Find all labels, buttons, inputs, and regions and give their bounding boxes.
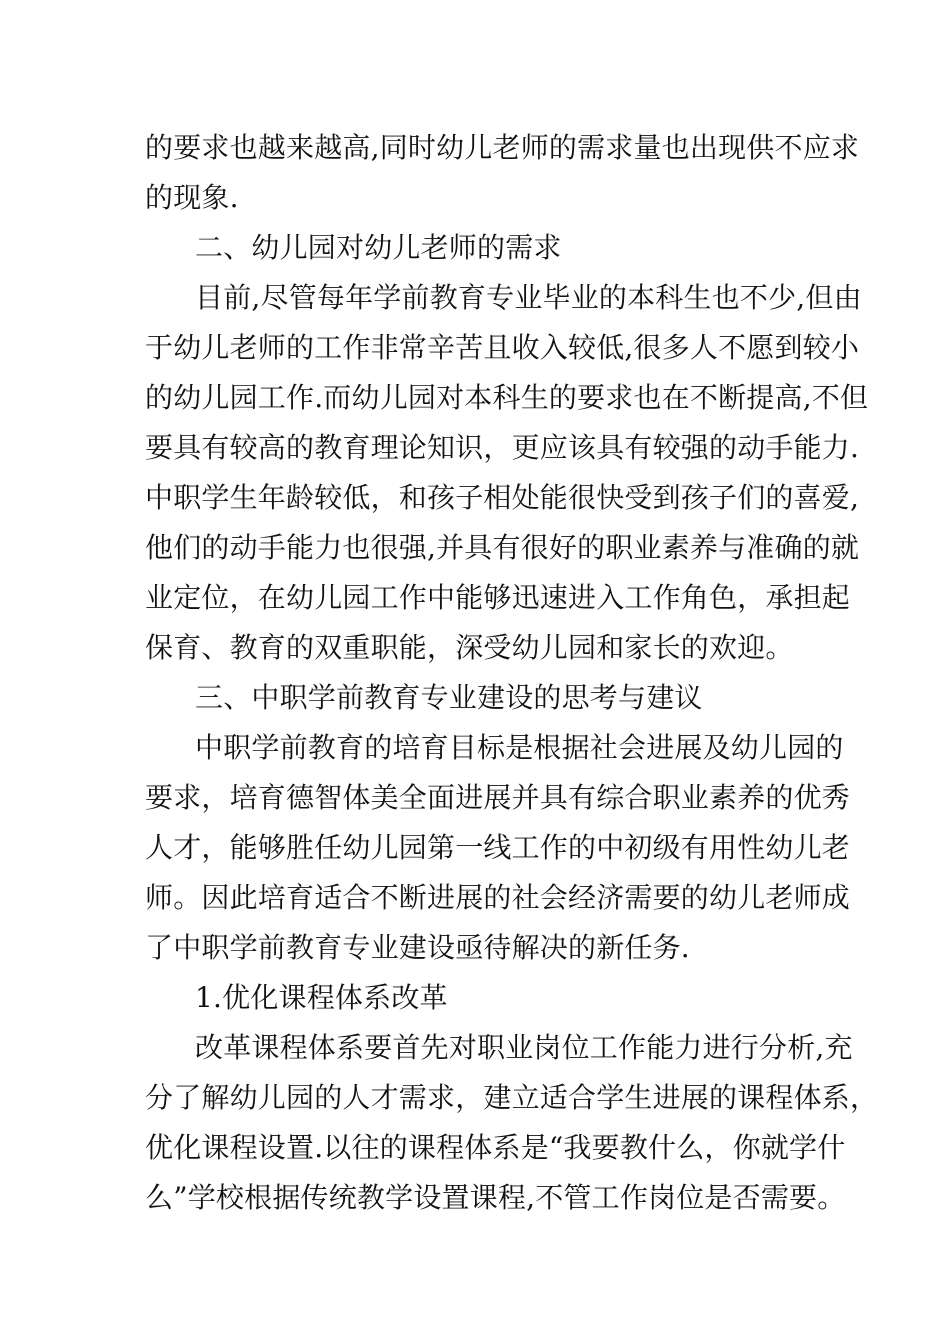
text-line: 了中职学前教育专业建设亟待解决的新任务.: [145, 931, 690, 964]
text-line: 师。因此培育适合不断进展的社会经济需要的幼儿老师成: [145, 881, 851, 914]
text-line: 保育、教育的双重职能，深受幼儿园和家长的欢迎。: [145, 631, 794, 664]
section-heading: 三、中职学前教育专业建设的思考与建议: [195, 681, 703, 714]
text-line: 人才，能够胜任幼儿园第一线工作的中初级有用性幼儿老: [145, 831, 851, 864]
subsection-heading: 1.优化课程体系改革: [195, 981, 448, 1014]
text-line: 目前,尽管每年学前教育专业毕业的本科生也不少,但由: [195, 281, 862, 314]
section-heading: 二、幼儿园对幼儿老师的需求: [195, 231, 562, 264]
text-line: 改革课程体系要首先对职业岗位工作能力进行分析,充: [195, 1031, 853, 1064]
text-line: 于幼儿老师的工作非常辛苦且收入较低,很多人不愿到较小: [145, 331, 860, 364]
text-line: 么”学校根据传统教学设置课程,不管工作岗位是否需要。: [145, 1181, 846, 1214]
text-line: 优化课程设置.以往的课程体系是“我要教什么，你就学什: [145, 1131, 846, 1164]
text-line: 中职学生年龄较低，和孩子相处能很快受到孩子们的喜爱,: [145, 481, 860, 514]
text-line: 他们的动手能力也很强,并具有很好的职业素养与准确的就: [145, 531, 860, 564]
text-line: 分了解幼儿园的人才需求，建立适合学生进展的课程体系，: [145, 1081, 879, 1114]
text-line: 业定位，在幼儿园工作中能够迅速进入工作角色，承担起: [145, 581, 851, 614]
text-line: 要具有较高的教育理论知识，更应该具有较强的动手能力.: [145, 431, 860, 464]
text-line: 要求，培育德智体美全面进展并具有综合职业素养的优秀: [145, 781, 851, 814]
text-line: 的幼儿园工作.而幼儿园对本科生的要求也在不断提高,不但: [145, 381, 869, 414]
text-line: 的要求也越来越高,同时幼儿老师的需求量也出现供不应求: [145, 131, 860, 164]
text-line: 的现象.: [145, 181, 239, 214]
text-line: 中职学前教育的培育目标是根据社会进展及幼儿园的: [195, 731, 844, 764]
